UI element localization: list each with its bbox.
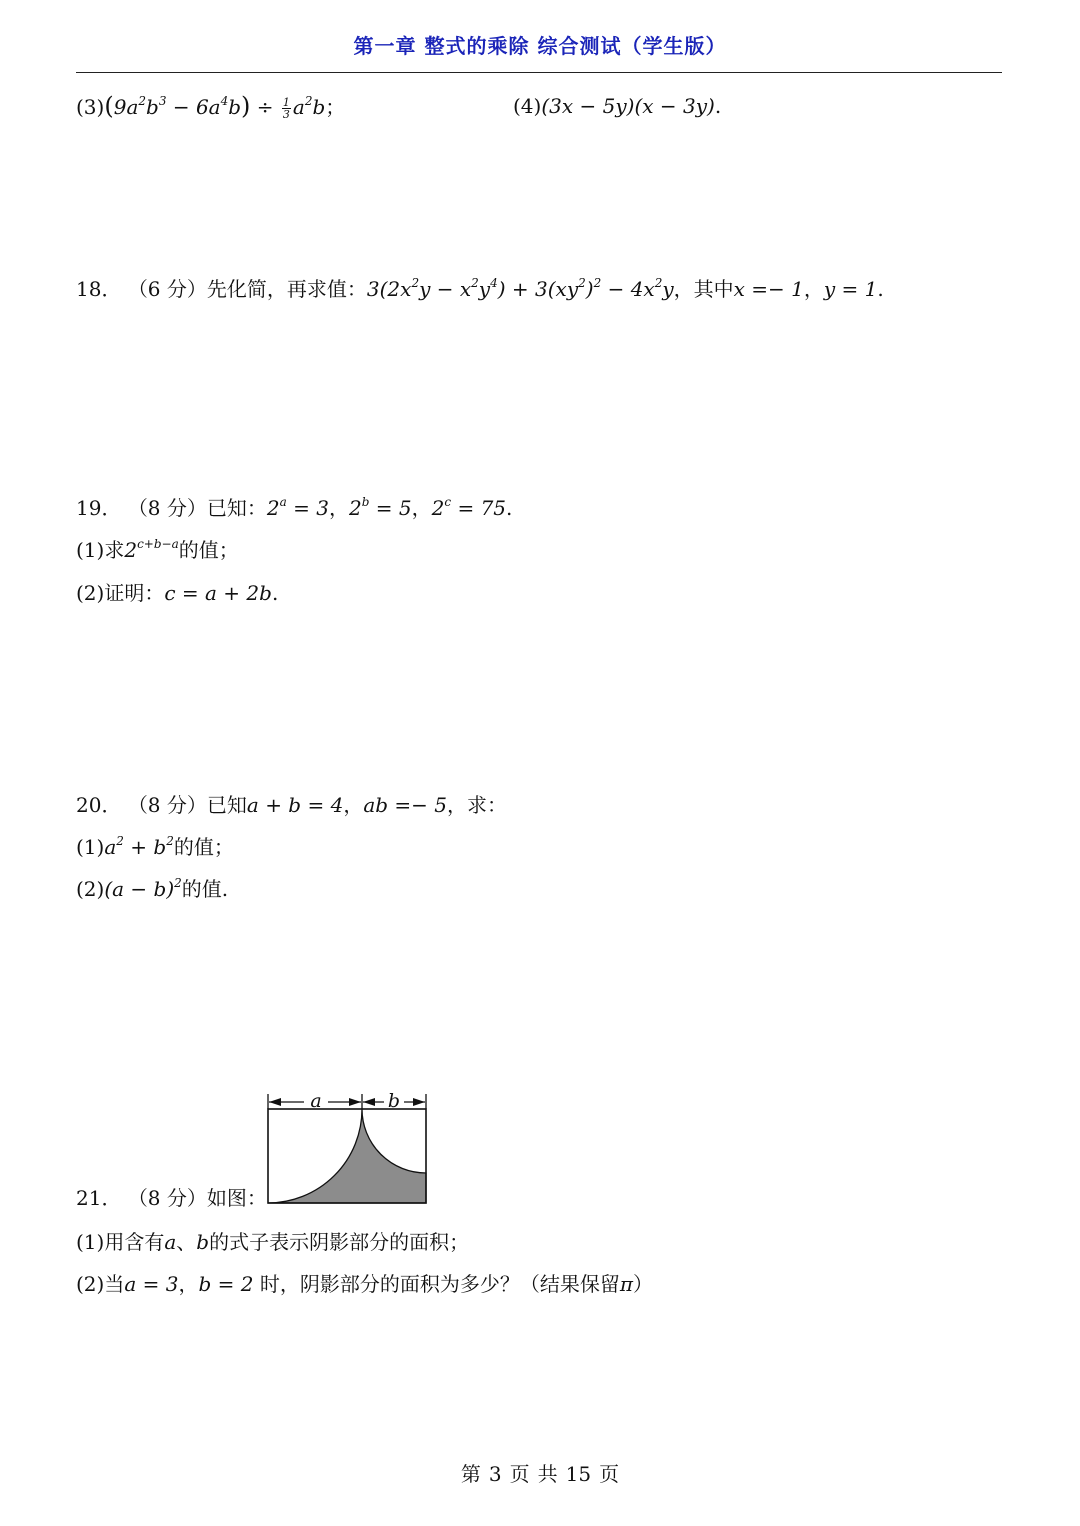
term: b xyxy=(146,95,159,119)
part-label: (2)当 xyxy=(76,1272,125,1296)
exponent: b xyxy=(361,495,370,509)
header-rule xyxy=(76,72,1002,73)
part-text: 的值； xyxy=(173,835,234,859)
label-b: b xyxy=(387,1090,401,1112)
part-expression: c = a + 2b xyxy=(164,581,272,605)
part-label: (1)用含有 xyxy=(76,1230,165,1254)
exponent: 2 xyxy=(411,276,420,290)
term: − 6a xyxy=(166,95,221,119)
term: = 75 xyxy=(451,496,507,520)
base: 2 xyxy=(266,496,280,520)
part-text: 的值； xyxy=(178,538,239,562)
fraction-denominator: 3 xyxy=(282,108,290,121)
punctuation: ； xyxy=(325,95,346,119)
q21-figure xyxy=(262,1086,434,1210)
q17-part4 xyxy=(513,94,721,118)
question-prompt: 如图： xyxy=(206,1186,267,1210)
term: y xyxy=(478,277,491,301)
exponent: 2 xyxy=(304,94,313,108)
q18-line xyxy=(76,277,884,301)
term: + b xyxy=(123,835,167,859)
question-score: （8 分） xyxy=(127,793,207,817)
exponent: 4 xyxy=(490,276,498,290)
arrowhead-right xyxy=(413,1098,425,1106)
condition-product: ab =− 5 xyxy=(363,793,447,817)
exponent: c xyxy=(444,495,452,509)
variable-b: b xyxy=(196,1230,210,1254)
part-text: 时，阴影部分的面积为多少？（结果保留 xyxy=(253,1272,620,1296)
punctuation: . xyxy=(271,581,279,605)
term: ) + 3(xy xyxy=(497,277,579,301)
base: 2 xyxy=(431,496,445,520)
part-label: (1)求 xyxy=(76,538,125,562)
variable-a: a xyxy=(164,1230,177,1254)
q21-line xyxy=(76,1186,267,1210)
exponent: 2 xyxy=(116,834,124,848)
term: b xyxy=(228,95,242,119)
question-number: 18． xyxy=(76,277,122,301)
divide-sign: ÷ xyxy=(250,95,280,119)
part-label: (2)证明： xyxy=(76,581,165,605)
fraction-one-third xyxy=(282,97,291,120)
q19-line xyxy=(76,496,512,520)
q19-part1 xyxy=(76,538,239,562)
punctuation: ， xyxy=(178,1272,199,1296)
question-prompt: 已知 xyxy=(206,793,247,817)
term: 9a xyxy=(113,95,139,119)
footer-word: 第 xyxy=(460,1462,481,1486)
open-paren: ( xyxy=(104,92,114,120)
q20-line xyxy=(76,793,507,817)
exponent: 2 xyxy=(174,876,182,890)
question-number: 21． xyxy=(76,1186,122,1210)
connector-text: ，其中 xyxy=(673,277,734,301)
exponent: 2 xyxy=(166,834,174,848)
condition-sum: a + b = 4 xyxy=(246,793,344,817)
q21-part1 xyxy=(76,1230,469,1254)
q17-part4-expression: (3x − 5y)(x − 3y) xyxy=(541,94,715,118)
pi-symbol: π xyxy=(619,1272,633,1296)
condition-x: x =− 1 xyxy=(733,277,804,301)
arrowhead-left xyxy=(269,1098,281,1106)
arrowhead-b-left xyxy=(363,1098,375,1106)
exponent: 2 xyxy=(138,94,147,108)
exponent: 4 xyxy=(220,94,229,108)
term: y xyxy=(662,277,674,301)
footer-word: 页 xyxy=(509,1462,530,1486)
footer-word: 共 xyxy=(537,1462,558,1486)
question-tail: ，求： xyxy=(447,793,507,817)
shaded-region xyxy=(268,1109,426,1203)
exponent: 2 xyxy=(578,276,586,290)
page-footer xyxy=(0,1458,1080,1487)
q20-part1 xyxy=(76,835,234,859)
q17-part3 xyxy=(76,94,345,120)
term: = 5 xyxy=(369,496,412,520)
term: y − x xyxy=(419,277,472,301)
punctuation: ， xyxy=(343,793,364,817)
part-label: (1) xyxy=(76,835,105,859)
term: (a − b) xyxy=(104,877,175,901)
punctuation: . xyxy=(714,94,722,118)
question-score: （8 分） xyxy=(127,1186,207,1210)
footer-word: 页 xyxy=(599,1462,620,1486)
close-paren: ) xyxy=(241,92,251,120)
part-text: 的式子表示阴影部分的面积； xyxy=(209,1230,470,1254)
part-text: 的值. xyxy=(181,877,229,901)
question-score: （8 分） xyxy=(127,496,207,520)
question-prompt: 已知： xyxy=(206,496,267,520)
q17-part3-label: (3) xyxy=(76,95,105,119)
part-label: (2) xyxy=(76,877,105,901)
punctuation: 、 xyxy=(176,1230,197,1254)
punctuation: . xyxy=(506,496,513,520)
q19-part2 xyxy=(76,581,278,605)
condition-a: a = 3 xyxy=(124,1272,179,1296)
exponent: 2 xyxy=(654,276,663,290)
question-number: 19． xyxy=(76,496,122,520)
page-number: 3 xyxy=(488,1462,502,1486)
label-a: a xyxy=(310,1090,322,1112)
punctuation: . xyxy=(877,277,884,301)
question-prompt: 先化简，再求值： xyxy=(206,277,367,301)
term: ) xyxy=(585,277,594,301)
term: − 4x xyxy=(601,277,655,301)
question-score: （6 分） xyxy=(127,277,207,301)
base: 2 xyxy=(349,496,362,520)
punctuation: ） xyxy=(632,1272,653,1296)
punctuation: ， xyxy=(329,496,349,520)
arrowhead-a-right xyxy=(349,1098,361,1106)
punctuation: ， xyxy=(411,496,432,520)
term: = 3 xyxy=(286,496,329,520)
fraction-numerator: 1 xyxy=(282,96,290,109)
punctuation: ， xyxy=(803,277,824,301)
exponent: c+b−a xyxy=(137,537,179,551)
question-number: 20． xyxy=(76,793,122,817)
term: a xyxy=(104,835,117,859)
document-header: 第一章 整式的乘除 综合测试（学生版） xyxy=(353,34,727,58)
exponent: 2 xyxy=(471,276,479,290)
base: 2 xyxy=(124,538,138,562)
condition-b: b = 2 xyxy=(198,1272,254,1296)
q20-part2 xyxy=(76,877,228,901)
term: 3(2x xyxy=(366,277,412,301)
total-pages: 15 xyxy=(565,1462,592,1486)
exponent: 2 xyxy=(593,276,602,290)
condition-y: y = 1 xyxy=(823,277,878,301)
term: b xyxy=(312,95,326,119)
exponent: 3 xyxy=(158,94,167,108)
term: a xyxy=(292,95,305,119)
q17-part4-label: (4) xyxy=(513,94,542,118)
exponent: a xyxy=(279,495,287,509)
q21-part2 xyxy=(76,1272,653,1296)
